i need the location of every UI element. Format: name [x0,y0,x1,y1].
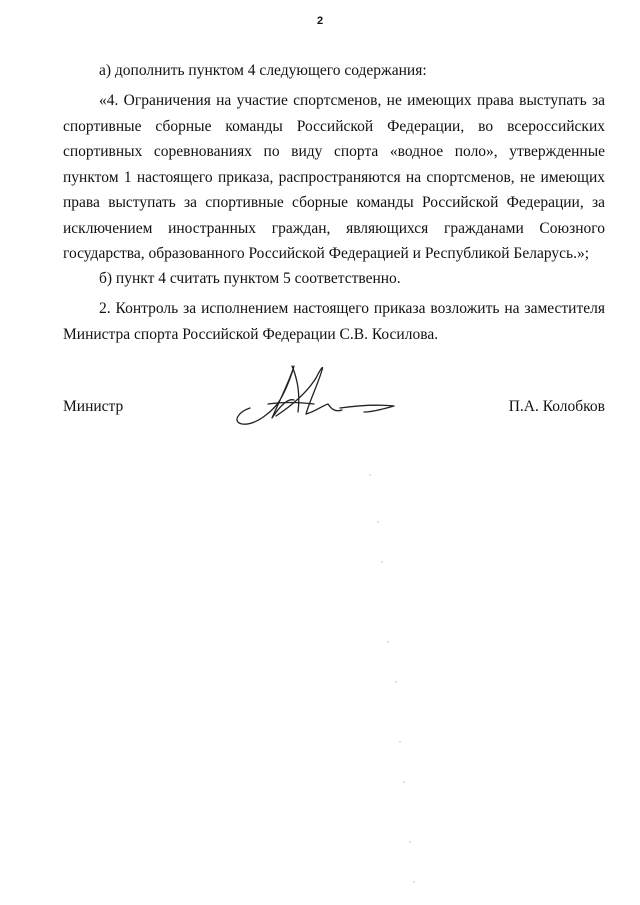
signer-title: Министр [63,398,124,415]
handwritten-signature [228,360,398,430]
paragraph-amendment-a: а) дополнить пунктом 4 следующего содержания: [99,62,427,79]
paragraph-item-2-control: 2. Контроль за исполнением настоящего приказа возложить на заместителя Министра спорта Российской Федерации С.В. Косилова. [63,300,605,343]
paragraph-amendment-b: б) пункт 4 считать пунктом 5 соответственно. [99,270,401,287]
signer-name: П.А. Колобков [508,398,605,415]
page-number: 2 [316,15,324,27]
paragraph-quoted-item-4: «4. Ограничения на участие спортсменов, не имеющих права выступать за спортивные сборные команды Российской Федерации, во всероссийских спортивных соревнованиях по виду спорта «водное поло», утвержденные пунктом 1 настоящего приказа, распространяются на спортсменов, не имеющих права выступать за спортивные сборные команды Российской Федерации, за исключением иностранных граждан, являющихся гражданами Союзного государства, образованного Российской Федерацией и Республикой Беларусь.»; [63,92,605,262]
